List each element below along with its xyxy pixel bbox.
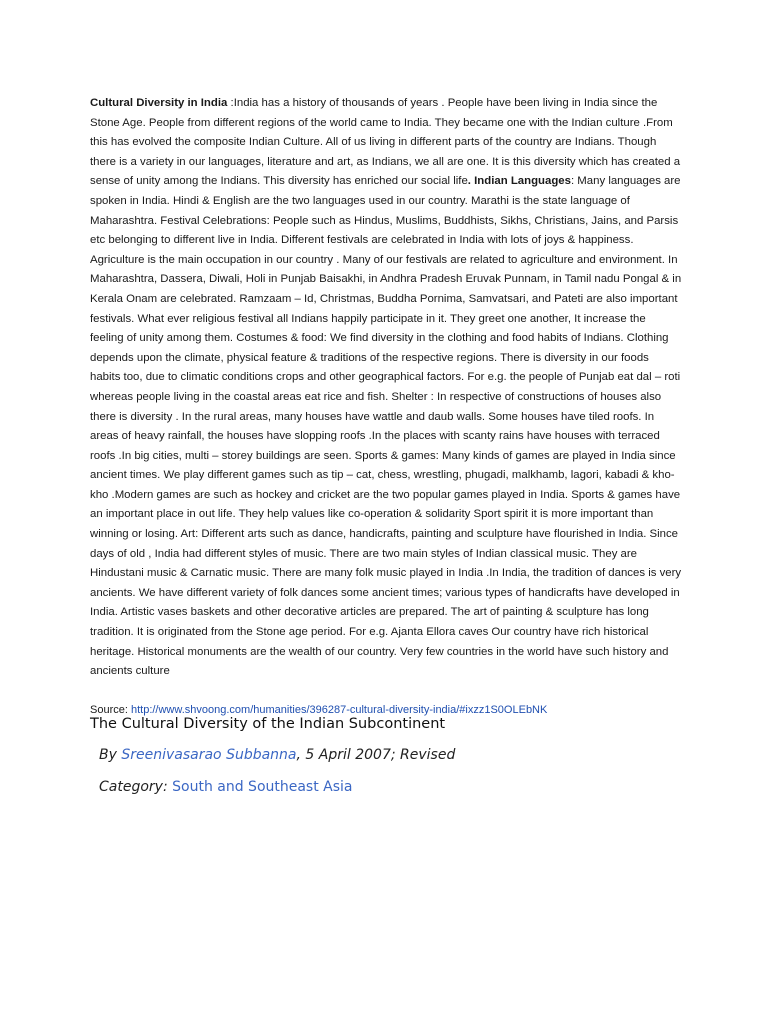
languages-heading: . Indian Languages	[467, 175, 571, 188]
article-heading: Cultural Diversity in India	[90, 97, 228, 109]
article-body	[90, 94, 682, 682]
by-label: By	[99, 747, 122, 763]
source-label: Source:	[90, 704, 131, 716]
category-line	[99, 778, 699, 796]
author-link[interactable]: Sreenivasarao Subbanna	[121, 747, 297, 763]
category-link[interactable]: South and Southeast Asia	[172, 779, 353, 795]
date-text: , 5 April 2007; Revised	[296, 747, 456, 763]
category-label: Category:	[99, 779, 173, 795]
byline	[99, 746, 699, 764]
article-intro-text: :India has a history of thousands of years . People have been living in India since the Stone Age. People from different regions of the world came to India. They became one with the Indian culture .From this has evolved the composite Indian Culture. All of us living in different parts of the country are Indians. Though there is a variety in our languages, literature and art, as Indians, we all are one. It is this diversity which has created a sense of unity among the Indians. This diversity has enriched our social life	[90, 97, 681, 188]
source-link[interactable]: http://www.shvoong.com/humanities/396287-cultural-diversity-india/#ixzz1S0OLEbNK	[130, 704, 548, 716]
section-title: The Cultural Diversity of the Indian Subcontinent	[90, 716, 446, 732]
article-rest-text: : Many languages are spoken in India. Hindi & English are the two languages used in our country. Marathi is the state language of Maharashtra. Festival Celebrations: People such as Hindus, Muslims, Buddhists, Sikhs, Christians, Jains, and Parsis etc belonging to different live in India. Different festivals are celebrated in India with lots of joys & happiness. Agriculture is the main occupation in our country . Many of our festivals are related to agriculture and environment. In Maharashtra, Dassera, Diwali, Holi in Punjab Baisakhi, in Andhra Pradesh Eruvak Punnam, in Tamil nadu Pongal & in Kerala Onam are celebrated. Ramzaam – Id, Christmas, Buddha Pornima, Samvatsari, and Pateti are also important festivals. What ever religious festival all Indians happily participate in it. They greet one another, It increase the feeling of unity among them. Costumes & food: We find diversity in the clothing and food habits of Indians. Clothing depends upon the climate, physical feature & traditions of the respective regions. There is diversity in our foods habits too, due to climatic conditions crops and other geographical factors. For e.g. the people of Punjab eat dal – roti whereas people living in the coastal areas eat rice and fish. Shelter : In respective of constructions of houses also there is diversity . In the rural areas, many houses have wattle and daub walls. Some houses have tiled roofs. In areas of heavy rainfall, the houses have slopping roofs .In the places with scanty rains have houses with terraced roofs .In big cities, multi – storey buildings are seen. Sports & games: Many kinds of games are played in India since ancient times. We play different games such as tip – cat, chess, wrestling, phugadi, malkhamb, lagori, kabadi & kho-kho .Modern games are such as hockey and cricket are the two popular games played in India. Sports & games have an important place in out life. They help values like co-operation & solidarity Sport spirit it is more important than winning or losing. Art: Different arts such as dance, handicrafts, painting and sculpture have flourished in India. Since days of old , India had different styles of music. There are two main styles of Indian classical music. They are Hindustani music & Carnatic music. There are many folk music played in India .In India, the tradition of dances is very ancients. We have different variety of folk dances some ancient times; various types of handicrafts have developed in India. Artistic vases baskets and other decorative articles are prepared. The art of painting & sculpture has long tradition. It is originated from the Stone age period. For e.g. Ajanta Ellora caves Our country have rich historical heritage. Historical monuments are the wealth of our country. Very few countries in the world have such history and ancients culture	[90, 175, 682, 678]
